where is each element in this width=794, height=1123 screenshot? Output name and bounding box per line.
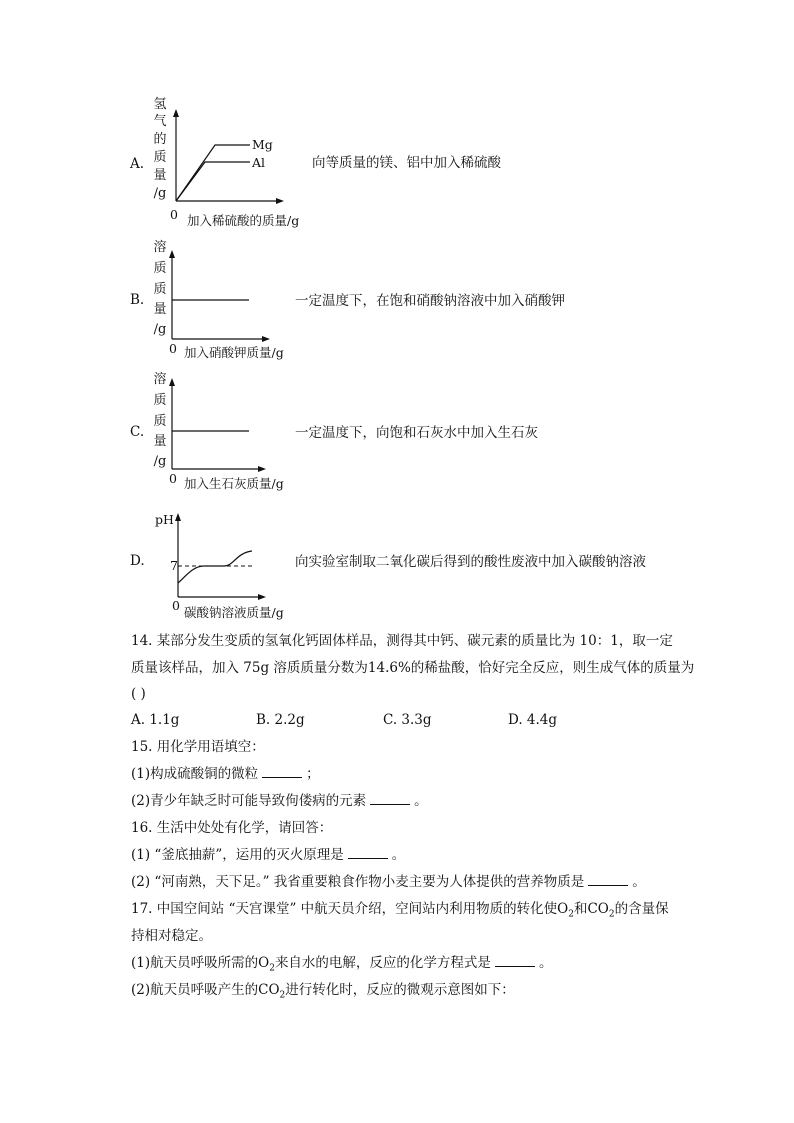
ylabel-char: 质	[153, 150, 167, 165]
q14-choice-d[interactable]: D. 4.4g	[508, 712, 558, 728]
ph-tick-label: 7	[170, 558, 178, 573]
q16-part1-blank[interactable]	[348, 846, 388, 859]
q17-part1-punct: 。	[538, 955, 553, 971]
q17-part2-a: (2)航天员呼吸产生的CO	[131, 982, 280, 998]
option-c-description: 一定温度下，向饱和石灰水中加入生石灰	[295, 425, 538, 441]
q17-stem	[131, 900, 669, 924]
q16-part2-blank[interactable]	[588, 873, 628, 886]
subscript: 2	[279, 990, 286, 1001]
subscript: 2	[568, 909, 574, 920]
ylabel-char: 量	[153, 168, 167, 183]
q14-choice-c[interactable]: C. 3.3g	[383, 712, 432, 728]
q16-part1	[131, 846, 405, 864]
q15-stem: 15. 用化学用语填空：	[131, 739, 265, 755]
origin-label: 0	[170, 207, 178, 222]
q17-stem-c: 的含量保	[614, 901, 669, 917]
subscript: 2	[608, 909, 615, 920]
q16-part2	[131, 873, 646, 891]
mg-label: Mg	[252, 137, 273, 152]
q17-part1-b: 来自水的电解，反应的化学方程式是	[274, 955, 491, 971]
x-axis-arrow	[258, 594, 266, 600]
option-a-description: 向等质量的镁、铝中加入稀硫酸	[312, 155, 501, 171]
q16-part2-text: (2) “河南熟，天下足。” 我省重要粮食作物小麦主要为人体提供的营养物质是	[131, 874, 585, 890]
ylabel-char: 质	[153, 282, 167, 297]
ylabel-char: 溶	[153, 372, 167, 387]
option-d-description: 向实验室制取二氧化碳后得到的酸性废液中加入碳酸钠溶液	[295, 554, 646, 570]
ylabel-char: 量	[153, 434, 167, 449]
q17-part1-a: (1)航天员呼吸所需的O	[131, 955, 270, 971]
q15-part2-punct: 。	[414, 793, 428, 809]
origin-label: 0	[169, 341, 177, 356]
q14-bracket[interactable]: ( )	[131, 686, 146, 702]
q15-part1	[131, 765, 320, 783]
ylabel-char: 质	[153, 414, 167, 429]
ylabel-char: 氢	[153, 97, 167, 112]
origin-label: 0	[172, 598, 180, 613]
ylabel-char: /g	[153, 454, 167, 469]
q14-line2: 质量该样品，加入 75g 溶质质量分数为14.6%的稀盐酸，恰好完全反应，则生成气体的质量为	[131, 660, 695, 676]
ylabel-char: /g	[153, 186, 167, 201]
q17-part1-blank[interactable]	[495, 954, 535, 967]
q15-part1-text: (1)构成硫酸铜的微粒	[131, 766, 259, 782]
origin-label: 0	[169, 471, 177, 486]
ylabel-char: /g	[153, 322, 167, 337]
option-a-xlabel: 加入稀硫酸的质量/g	[187, 213, 300, 228]
q17-stem-line2: 持相对稳定。	[131, 928, 212, 944]
al-label: Al	[252, 155, 266, 170]
y-axis-arrow	[175, 513, 181, 521]
q14-choice-b[interactable]: B. 2.2g	[256, 712, 305, 728]
subscript: 2	[269, 963, 275, 974]
option-d-xlabel: 碳酸钠溶液质量/g	[184, 605, 284, 620]
ylabel-char: 的	[153, 132, 167, 147]
ylabel-char: 气	[153, 114, 167, 129]
ylabel-char: 质	[153, 261, 167, 276]
option-b-xlabel: 加入硝酸钾质量/g	[184, 345, 284, 360]
q15-part1-blank[interactable]	[262, 765, 302, 778]
q17-stem-a: 17. 中国空间站 “天宫课堂” 中航天员介绍，空间站内利用物质的转化使O	[131, 901, 569, 917]
ylabel-char: 溶	[153, 240, 167, 255]
q16-part2-punct: 。	[632, 874, 646, 890]
option-a-letter: A.	[130, 156, 145, 172]
q15-part1-punct: ；	[306, 766, 320, 782]
q15-part2-blank[interactable]	[370, 792, 410, 805]
q15-part2	[131, 792, 428, 810]
ph-label: pH	[155, 512, 174, 527]
option-b-letter: B.	[130, 292, 145, 308]
q17-part2	[131, 981, 515, 1005]
q17-stem-b: 和CO	[573, 901, 609, 917]
q16-part1-punct: 。	[391, 847, 406, 863]
option-b-description: 一定温度下，在饱和硝酸钠溶液中加入硝酸钾	[295, 293, 565, 309]
q14-choice-a[interactable]: A. 1.1g	[131, 712, 180, 728]
q17-part2-b: 进行转化时，反应的微观示意图如下：	[285, 982, 515, 998]
ph-curve	[178, 551, 252, 583]
q16-stem: 16. 生活中处处有化学，请回答：	[131, 820, 333, 836]
q15-part2-text: (2)青少年缺乏时可能导致佝偻病的元素	[131, 793, 367, 809]
q17-part1	[131, 954, 552, 978]
ylabel-char: 质	[153, 393, 167, 408]
q14-line1: 14. 某部分发生变质的氢氧化钙固体样品，测得其中钙、碳元素的质量比为 10：1，取一定	[131, 633, 673, 649]
option-d-letter: D.	[130, 553, 145, 569]
option-c-letter: C.	[130, 424, 145, 440]
option-c-xlabel: 加入生石灰质量/g	[184, 476, 284, 491]
ylabel-char: 量	[153, 302, 167, 317]
q16-part1-text: (1) “釜底抽薪”，运用的灭火原理是	[131, 847, 344, 863]
